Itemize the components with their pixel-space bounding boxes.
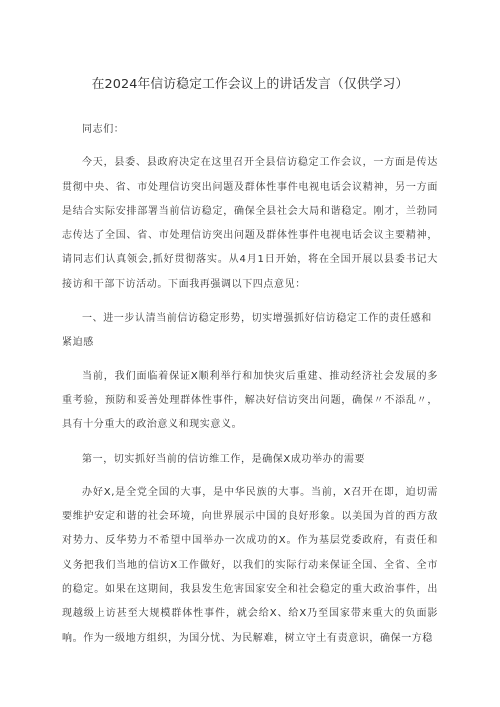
section-heading-1: 一、进一步认清当前信访稳定形势，切实增强抓好信访稳定工作的责任感和紧迫感 xyxy=(62,313,432,349)
paragraph-situation: 当前，我们面临着保证X顺利举行和加快灾后重建、推动经济社会发展的多重考验，预防和妥善处理群体性事件，解决好信访突出问题，确保〃不添乱〃，具有十分重大的政治意义和现实意义。 xyxy=(62,370,438,431)
salutation: 同志们： xyxy=(82,124,125,135)
paragraph-intro: 今天，县委、县政府决定在这里召开全县信访稳定工作会议，一方面是传达贯彻中央、省、市处理信访突出问题及群体性事件电视电话会议精神，另一方面是结合实际安排部署当前信访稳定，确保全县社会大局和谐稳定。刚才，兰勃同志传达了全国、省、市处理信访突出问题及群体性事件电视电话会议主要精神，请同志们认真领会,抓好贯彻落实。从4月1日开始，将在全国开展以县委书记大接访和干部下访活动。下面我再强调以下四点意见： xyxy=(62,157,438,290)
subheading-first: 第一，切实抓好当前的信访维工作，是确保X成功举办的需要 xyxy=(82,453,366,465)
document-title: 在2024年信访稳定工作会议上的讲话发言（仅供学习） xyxy=(91,77,409,92)
paragraph-event: 办好X,是全党全国的大事，是中华民族的大事。当前，X召开在即，迫切需要维护安定和谐的社会环境，向世界展示中国的良好形象。以美国为首的西方敌对势力、反华势力不希望中国举办一次成功的X。作为基层党委政府，有责任和义务把我们当地的信访X工作做好，以我们的实际行动来保证全国、全省、全市的稳定。如果在这期间，我县发生危害国家安全和社会稳定的重大政治事件，出现越级上访甚至大规模群体性事件，就会给X、给X乃至国家带来重大的负面影响。作为一级地方组织，为国分忧、为民解难，树立守土有责意识，确保一方稳 xyxy=(62,486,438,644)
